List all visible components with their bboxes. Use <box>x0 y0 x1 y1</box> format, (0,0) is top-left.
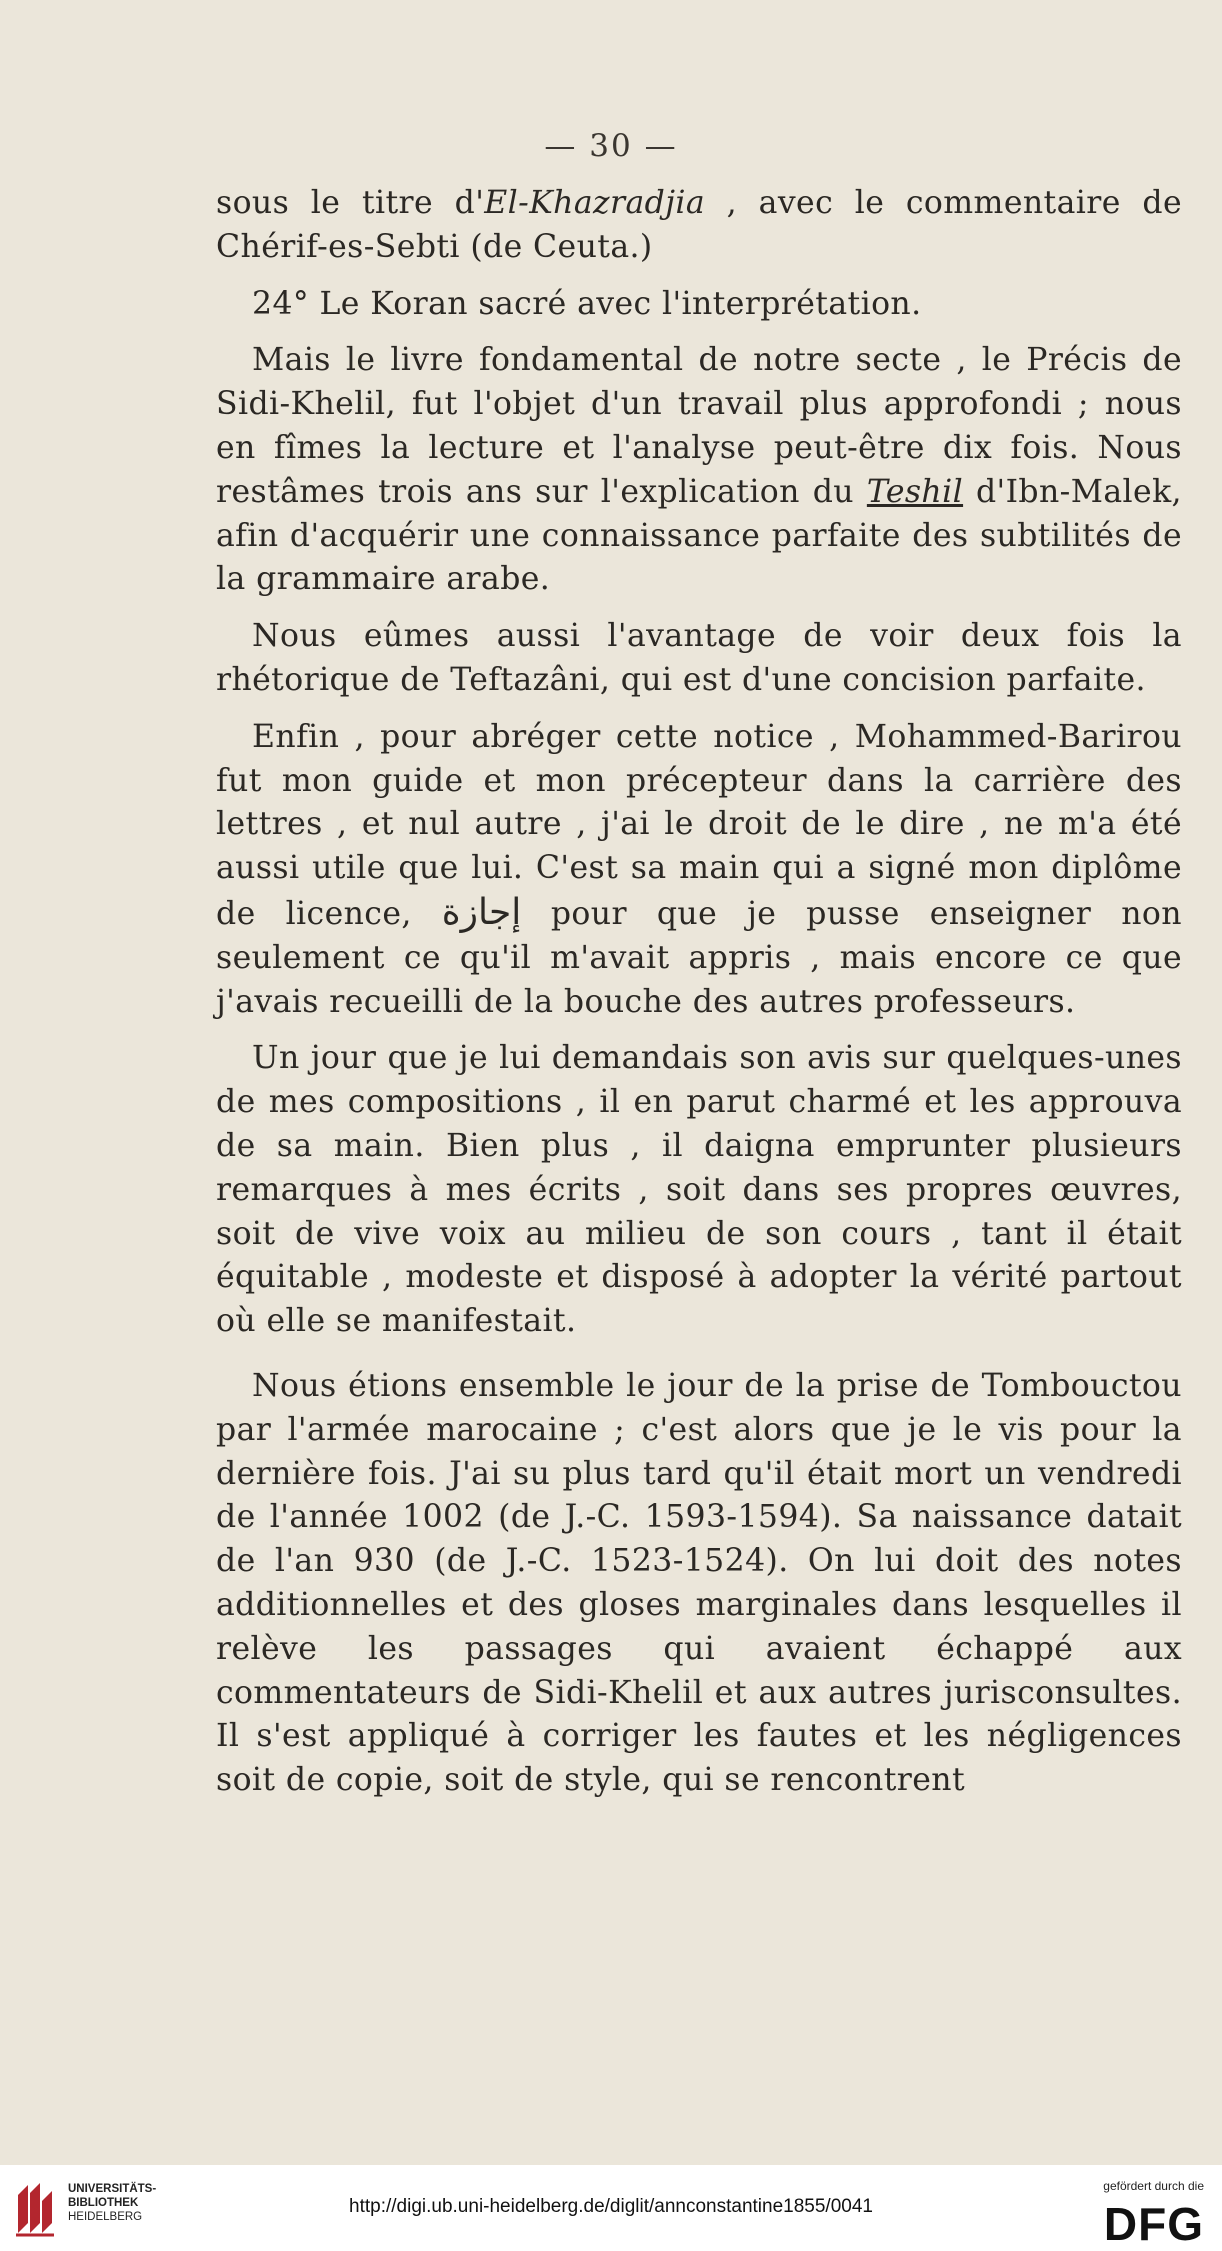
funding-caption: gefördert durch die <box>1103 2179 1204 2193</box>
text-segment: d'Ibn-Malek, afin d'acquérir une connaissance parfaite des subtilités de la grammaire arabe. <box>216 473 1182 598</box>
text-segment: , avec le commentaire de Chérif-es-Sebti (de Ceuta.) <box>216 185 1182 265</box>
paragraph-5 <box>216 716 1182 1025</box>
book-title-khazradjia: El-Khazradjia <box>484 185 706 221</box>
paragraph-7 <box>216 1365 1182 1803</box>
paragraph-4 <box>216 615 1182 703</box>
text-segment: Un jour que je lui demandais son avis sur quelques-unes de mes compositions , il en parut charmé et les approuva de sa main. Bien plus , il daigna emprunter plusieurs remarques à mes écrits , soit dans ses propres œuvres, soit de vive voix au milieu de son cours , tant il était équitable , modeste et disposé à adopter la vérité partout où elle se manifestait. <box>216 1040 1182 1340</box>
page-number: — 30 — <box>544 128 678 164</box>
library-name-line-3: HEIDELBERG <box>68 2211 143 2223</box>
footer-bar <box>0 2165 1222 2251</box>
paragraph-2 <box>216 283 1182 327</box>
text-segment: sous le titre d' <box>216 185 485 221</box>
text-segment: Enfin , pour abréger cette notice , Mohammed-Barirou fut mon guide et mon précepteur dans la carrière des lettres , et nul autre , j'ai le droit de le dire , ne m'a été aussi utile que lui. C'est sa main qui a signé mon diplôme de licence, <box>216 718 1182 932</box>
paragraph-3 <box>216 339 1182 602</box>
text-segment: Mais le livre fondamental de notre secte , le Précis de Sidi-Khelil, fut l'objet d'un travail plus approfondi ; nous en fîmes la lecture et l'analyse peut-être dix fois. Nous restâmes trois ans sur l'explication du <box>216 342 1182 510</box>
library-name-line-1: UNIVERSITÄTS- <box>68 2183 157 2195</box>
library-name-line-2: BIBLIOTHEK <box>68 2197 139 2209</box>
paragraph-6 <box>216 1037 1182 1344</box>
book-title-teshil: Teshil <box>866 473 964 510</box>
arabic-word-ijaza: إجازة <box>441 891 522 933</box>
permalink-url[interactable]: http://digi.ub.uni-heidelberg.de/diglit/annconstantine1855/0041 <box>349 2196 873 2217</box>
dfg-logo[interactable]: DFG <box>1103 2198 1204 2250</box>
text-segment: Nous eûmes aussi l'avantage de voir deux fois la rhétorique de Teftazâni, qui est d'une concision parfaite. <box>216 618 1182 698</box>
text-segment: pour que je pusse enseigner non seulement ce qu'il m'avait appris , mais encore ce que j'avais recueilli de la bouche des autres professeurs. <box>216 895 1182 1020</box>
text-segment: 24° Le Koran sacré avec l'interprétation. <box>252 285 922 322</box>
paragraph-1 <box>216 182 1182 270</box>
body-text <box>216 182 1182 1816</box>
text-segment: Nous étions ensemble le jour de la prise de Tombouctou par l'armée marocaine ; c'est alors que je le vis pour la dernière fois. J'ai su plus tard qu'il était mort un vendredi de l'année 1002 (de J.-C. 1593-1594). Sa naissance datait de l'an 930 (de J.-C. 1523-1524). On lui doit des notes additionnelles et des gloses marginales dans lesquelles il relève les passages qui avaient échappé aux commentateurs de Sidi-Khelil et aux autres jurisconsultes. Il s'est appliqué à corriger les fautes et les négligences soit de copie, soit de style, qui se rencontrent <box>216 1367 1182 1799</box>
